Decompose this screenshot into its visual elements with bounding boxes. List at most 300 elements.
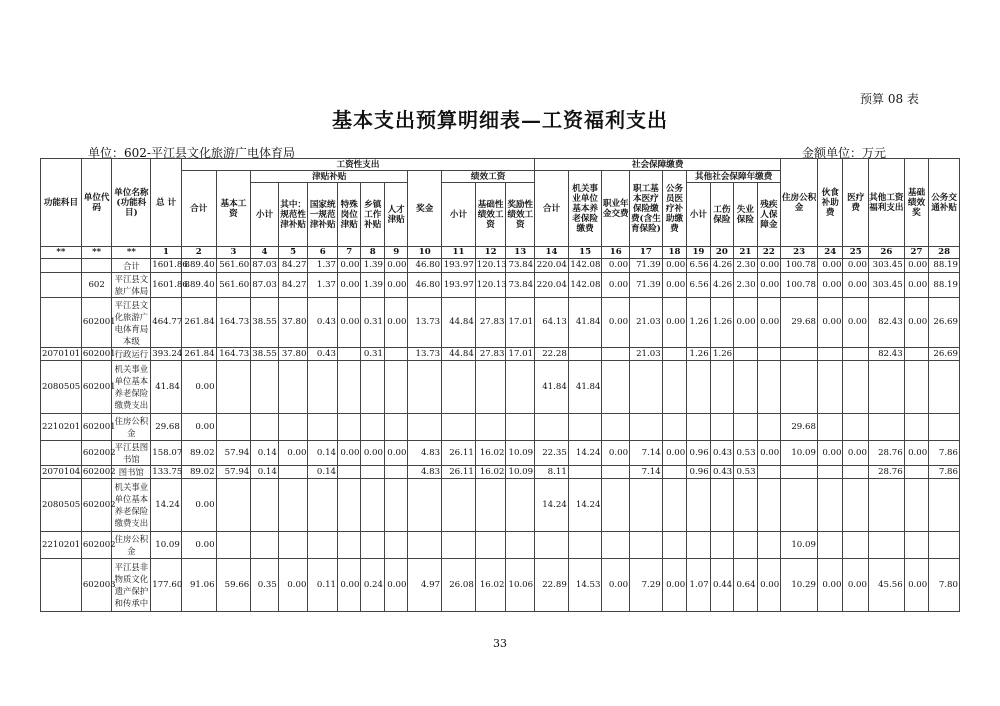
cell-value: [568, 348, 602, 361]
column-number: 8: [361, 247, 384, 259]
cell-value: [817, 532, 843, 559]
cell-value: 41.84: [151, 361, 182, 414]
cell-value: [251, 361, 279, 414]
cell-unit-code: 602002: [82, 466, 116, 477]
cell-value: 82.43: [868, 348, 904, 361]
cell-value: [662, 532, 687, 559]
cell-unit-code: 602001: [82, 348, 116, 359]
cell-value: [216, 532, 251, 559]
cell-value: 38.55: [251, 298, 279, 348]
cell-value: 0.00: [181, 532, 216, 559]
column-number: 9: [384, 247, 407, 259]
col-other-welfare: 其他工资福利支出: [868, 159, 904, 247]
cell-value: [781, 361, 818, 414]
cell-value: [843, 466, 869, 479]
cell-value: [904, 361, 929, 414]
cell-value: 0.43: [308, 348, 338, 361]
cell-unit-name: 平江县非物质文化遗产保护和传承中: [112, 559, 151, 612]
cell-value: 10.09: [781, 532, 818, 559]
cell-value: [442, 479, 476, 532]
cell-value: 88.19: [929, 259, 960, 273]
cell-value: 4.97: [408, 559, 442, 612]
col-group-social: 社会保障缴费: [535, 159, 781, 171]
column-number-row: [41, 247, 960, 259]
cell-value: [442, 361, 476, 414]
col-allow-norm: 其中：规范性津补贴: [278, 183, 308, 247]
cell-value: [602, 414, 630, 441]
cell-value: 303.45: [868, 273, 904, 298]
col-meal-subsidy: 伙食补助费: [817, 159, 843, 247]
cell-func-code: [41, 441, 82, 466]
cell-value: 0.14: [308, 441, 338, 466]
col-func-code: 功能科目: [41, 159, 82, 247]
cell-value: [817, 479, 843, 532]
cell-unit-name: 合计: [112, 259, 151, 273]
cell-value: 37.80: [278, 298, 308, 348]
cell-value: 889.40: [181, 259, 216, 273]
cell-value: [757, 348, 781, 361]
col-allow-special: 特殊岗位津贴: [338, 183, 361, 247]
cell-value: [734, 361, 757, 414]
cell-value: 14.24: [568, 479, 602, 532]
cell-value: 0.14: [308, 466, 338, 479]
cell-value: 561.60: [216, 259, 251, 273]
cell-value: [757, 466, 781, 479]
cell-unit-name: 住房公积金: [112, 532, 151, 559]
page-number: 33: [493, 637, 507, 650]
cell-value: 41.84: [568, 361, 602, 414]
cell-value: 7.14: [630, 441, 663, 466]
cell-value: 193.97: [442, 273, 476, 298]
col-housing-fund: 住房公积金: [781, 159, 818, 247]
cell-value: [475, 532, 506, 559]
cell-value: 0.14: [251, 441, 279, 466]
cell-value: 0.00: [843, 273, 869, 298]
table-row: [41, 441, 960, 466]
cell-value: 26.11: [442, 466, 476, 479]
column-number: 10: [408, 247, 442, 259]
cell-value: 29.68: [781, 298, 818, 348]
cell-unit-code: 602001: [81, 414, 112, 441]
cell-unit-code: 602003: [81, 559, 112, 612]
cell-value: [408, 414, 442, 441]
cell-value: 27.83: [475, 348, 506, 361]
column-number: 7: [338, 247, 361, 259]
cell-value: 0.00: [757, 273, 781, 298]
col-total: 总 计: [151, 159, 182, 247]
cell-unit-code: 602002: [81, 441, 112, 466]
col-medical-fee: 医疗费: [843, 159, 869, 247]
column-number: 25: [843, 247, 869, 259]
cell-value: 0.00: [602, 298, 630, 348]
cell-value: 0.64: [734, 559, 757, 612]
column-number: 15: [568, 247, 602, 259]
cell-value: 164.73: [216, 348, 251, 361]
cell-value: 0.43: [710, 466, 733, 479]
cell-value: 71.39: [630, 273, 663, 298]
cell-unit-name: 住房公积金: [112, 414, 151, 441]
cell-value: [408, 361, 442, 414]
cell-unit-name: 机关事业单位基本养老保险缴费支出: [112, 479, 151, 532]
cell-value: 0.00: [662, 273, 687, 298]
cell-value: 0.00: [338, 441, 361, 466]
cell-value: [384, 348, 407, 361]
cell-value: [361, 479, 384, 532]
cell-value: [506, 361, 535, 414]
cell-unit-name: 行政运行: [112, 348, 151, 361]
column-number: 13: [506, 247, 535, 259]
cell-value: 0.00: [817, 559, 843, 612]
col-allow-township: 乡镇工作补贴: [361, 183, 384, 247]
table-row: [41, 273, 960, 298]
cell-value: [630, 479, 663, 532]
col-group-allowance: 津贴补贴: [251, 171, 408, 183]
cell-value: [568, 466, 602, 479]
cell-value: [602, 361, 630, 414]
cell-value: [338, 361, 361, 414]
cell-value: [506, 532, 535, 559]
cell-value: [662, 466, 687, 479]
cell-value: [251, 479, 279, 532]
cell-value: 84.27: [278, 273, 308, 298]
cell-value: 142.08: [568, 273, 602, 298]
cell-value: [361, 466, 384, 479]
col-transport-subsidy: 公务交通补贴: [929, 159, 960, 247]
cell-value: [817, 361, 843, 414]
cell-value: [868, 361, 904, 414]
column-number: 27: [904, 247, 929, 259]
cell-value: 0.00: [817, 441, 843, 466]
column-number: 14: [535, 247, 569, 259]
col-unit-code: 单位代码: [81, 159, 112, 247]
col-wage-subtotal: 合计: [181, 171, 216, 247]
cell-value: 22.35: [535, 441, 569, 466]
cell-value: 0.00: [361, 441, 384, 466]
cell-value: [338, 466, 361, 479]
cell-value: [384, 414, 407, 441]
cell-unit-code: 602002: [81, 479, 112, 532]
cell-value: 0.00: [662, 259, 687, 273]
cell-value: 14.24: [535, 479, 569, 532]
column-number: **: [81, 247, 112, 259]
cell-value: 1.39: [361, 259, 384, 273]
cell-value: 0.00: [904, 441, 929, 466]
cell-value: 16.02: [475, 559, 506, 612]
cell-value: 21.03: [630, 298, 663, 348]
cell-value: 0.00: [662, 441, 687, 466]
column-number: 28: [929, 247, 960, 259]
cell-value: [734, 479, 757, 532]
page-title: 基本支出预算明细表—工资福利支出: [332, 108, 668, 132]
table-row: [41, 259, 960, 273]
column-number: 19: [687, 247, 710, 259]
cell-value: 193.97: [442, 259, 476, 273]
col-allow-talent: 人才津贴: [384, 183, 407, 247]
cell-func-code: 2210201: [41, 532, 82, 559]
cell-value: [602, 479, 630, 532]
cell-value: 0.44: [710, 559, 733, 612]
cell-value: 0.00: [843, 441, 869, 466]
cell-value: 7.29: [630, 559, 663, 612]
col-allow-subtotal: 小计: [251, 183, 279, 247]
cell-value: [868, 479, 904, 532]
cell-value: 0.00: [278, 441, 308, 466]
cell-value: [929, 414, 960, 441]
cell-value: 21.03: [630, 348, 663, 361]
cell-value: 1.26: [710, 298, 733, 348]
cell-value: [384, 479, 407, 532]
cell-value: [630, 532, 663, 559]
cell-value: 16.02: [475, 466, 506, 479]
cell-value: 0.00: [338, 273, 361, 298]
cell-value: 14.24: [568, 441, 602, 466]
col-soc-annuity: 职业年金交费: [602, 171, 630, 247]
cell-value: [929, 532, 960, 559]
cell-value: 16.02: [475, 441, 506, 466]
cell-func-code: [41, 273, 82, 298]
cell-value: 26.11: [442, 441, 476, 466]
cell-value: 0.00: [384, 273, 407, 298]
cell-value: [602, 466, 630, 479]
cell-unit-code: 602001: [81, 361, 112, 414]
cell-value: [904, 348, 929, 361]
col-perf-reward: 奖励性绩效工资: [506, 183, 535, 247]
cell-value: 4.26: [710, 259, 733, 273]
column-number: **: [41, 247, 82, 259]
cell-value: 57.94: [216, 441, 251, 466]
cell-value: 1.39: [361, 273, 384, 298]
budget-table: [40, 158, 960, 612]
cell-value: 0.00: [602, 441, 630, 466]
col-oth-subtotal: 小计: [687, 183, 710, 247]
cell-value: 164.73: [216, 298, 251, 348]
cell-value: [216, 479, 251, 532]
cell-value: 46.80: [408, 259, 442, 273]
cell-value: 13.73: [408, 348, 442, 361]
cell-value: 45.56: [868, 559, 904, 612]
cell-func-code: [41, 298, 82, 348]
cell-value: [757, 361, 781, 414]
cell-value: 14.53: [568, 559, 602, 612]
col-soc-subtotal: 合计: [535, 171, 569, 247]
cell-value: [817, 414, 843, 441]
cell-value: 0.00: [904, 298, 929, 348]
cell-value: 26.08: [442, 559, 476, 612]
column-number: 23: [781, 247, 818, 259]
cell-value: [710, 532, 733, 559]
cell-value: 464.77: [151, 298, 182, 348]
table-row: [41, 479, 960, 532]
cell-value: 261.84: [181, 298, 216, 348]
cell-value: [904, 466, 929, 479]
cell-value: [817, 348, 843, 361]
cell-value: 0.00: [757, 441, 781, 466]
cell-value: 0.53: [734, 441, 757, 466]
column-number: 26: [868, 247, 904, 259]
cell-unit-code: [81, 259, 112, 273]
cell-value: 0.53: [734, 466, 757, 479]
cell-value: 6.56: [687, 273, 710, 298]
cell-value: 0.43: [710, 441, 733, 466]
cell-value: 0.00: [662, 559, 687, 612]
col-group-performance: 绩效工资: [442, 171, 535, 183]
cell-value: 0.00: [384, 559, 407, 612]
cell-value: 0.00: [181, 361, 216, 414]
cell-value: 17.01: [506, 348, 535, 361]
cell-value: [568, 414, 602, 441]
cell-value: [506, 414, 535, 441]
cell-value: [662, 414, 687, 441]
cell-value: [710, 479, 733, 532]
cell-value: 10.09: [506, 466, 535, 479]
column-number: 11: [442, 247, 476, 259]
cell-value: 0.31: [361, 298, 384, 348]
cell-value: [662, 361, 687, 414]
cell-value: [338, 414, 361, 441]
cell-value: 133.75: [152, 466, 183, 477]
cell-value: 1.26: [687, 298, 710, 348]
cell-value: 0.35: [251, 559, 279, 612]
cell-value: 87.03: [251, 273, 279, 298]
cell-value: [384, 532, 407, 559]
table-row: [41, 414, 960, 441]
cell-value: [278, 414, 308, 441]
col-basic-wage: 基本工资: [216, 171, 251, 247]
cell-value: 4.83: [408, 441, 442, 466]
table-row: [41, 466, 960, 479]
cell-value: 26.69: [929, 298, 960, 348]
cell-value: [734, 414, 757, 441]
cell-value: 44.84: [442, 298, 476, 348]
cell-value: 1.26: [687, 348, 710, 361]
column-number: 20: [710, 247, 733, 259]
cell-value: 14.24: [151, 479, 182, 532]
cell-value: 2.30: [734, 259, 757, 273]
cell-value: 303.45: [868, 259, 904, 273]
cell-value: 27.83: [475, 298, 506, 348]
cell-value: [475, 361, 506, 414]
cell-value: 46.80: [408, 273, 442, 298]
cell-func-code: 2210201: [41, 414, 82, 441]
cell-func-code: 2070104: [42, 466, 81, 477]
cell-value: 10.09: [506, 441, 535, 466]
cell-value: [535, 532, 569, 559]
col-bonus: 奖金: [408, 171, 442, 247]
cell-value: [687, 361, 710, 414]
column-number: 1: [151, 247, 182, 259]
col-perf-basic: 基础性绩效工资: [475, 183, 506, 247]
cell-value: 0.00: [843, 298, 869, 348]
col-unit-name: 单位名称(功能科目): [112, 159, 151, 247]
cell-value: 177.60: [151, 559, 182, 612]
cell-unit-code: 602: [81, 273, 112, 298]
cell-value: [216, 361, 251, 414]
cell-value: 0.00: [817, 259, 843, 273]
cell-func-code: [41, 259, 82, 273]
cell-value: 561.60: [216, 273, 251, 298]
col-perf-subtotal: 小计: [442, 183, 476, 247]
col-soc-pension: 机关事业单位基本养老保险缴费: [568, 171, 602, 247]
cell-value: 57.94: [216, 466, 251, 479]
col-soc-civil-medical: 公务员医疗补助缴费: [662, 171, 687, 247]
cell-value: 0.00: [602, 259, 630, 273]
cell-value: 29.68: [781, 414, 818, 441]
cell-value: 10.06: [506, 559, 535, 612]
column-number: 17: [630, 247, 663, 259]
cell-value: 889.40: [181, 273, 216, 298]
column-number: 24: [817, 247, 843, 259]
cell-value: 1.37: [308, 273, 338, 298]
cell-value: [757, 414, 781, 441]
cell-value: 2.30: [734, 273, 757, 298]
cell-func-code: 2070101: [42, 348, 81, 359]
cell-value: [568, 532, 602, 559]
table-row: [41, 559, 960, 612]
cell-value: 89.02: [181, 466, 216, 479]
cell-unit-name: 平江县图书馆: [112, 441, 151, 466]
cell-value: 7.80: [929, 559, 960, 612]
cell-value: 0.00: [734, 298, 757, 348]
table-row: [41, 532, 960, 559]
cell-value: 41.84: [535, 361, 569, 414]
cell-value: [361, 532, 384, 559]
table-row: [41, 348, 960, 361]
cell-value: [734, 348, 757, 361]
col-group-wage: 工资性支出: [181, 159, 534, 171]
cell-value: 0.00: [181, 414, 216, 441]
cell-value: 0.00: [904, 259, 929, 273]
cell-value: 0.96: [687, 466, 710, 479]
column-number: 22: [757, 247, 781, 259]
cell-value: [308, 479, 338, 532]
cell-value: 71.39: [630, 259, 663, 273]
cell-value: [408, 479, 442, 532]
cell-value: [308, 361, 338, 414]
cell-value: 91.06: [181, 559, 216, 612]
column-number: 12: [475, 247, 506, 259]
cell-func-code: 2080505: [41, 361, 82, 414]
money-unit-label: 金额单位：万元: [802, 146, 887, 160]
cell-value: [904, 414, 929, 441]
cell-value: 0.43: [308, 298, 338, 348]
cell-value: 89.02: [181, 441, 216, 466]
cell-func-code: [41, 559, 82, 612]
col-basic-perf-award: 基础绩效奖: [904, 159, 929, 247]
cell-value: [278, 532, 308, 559]
cell-value: [843, 532, 869, 559]
cell-value: [687, 532, 710, 559]
cell-value: 0.00: [843, 259, 869, 273]
cell-value: [475, 414, 506, 441]
column-number: 21: [734, 247, 757, 259]
cell-value: 1601.86: [151, 259, 182, 273]
cell-value: 0.14: [251, 466, 279, 479]
cell-value: 87.03: [251, 259, 279, 273]
col-oth-injury: 工伤保险: [710, 183, 733, 247]
col-group-other-social: 其他社会保障年缴费: [687, 171, 781, 183]
col-oth-disability: 残疾人保障金: [757, 183, 781, 247]
cell-value: 0.96: [687, 441, 710, 466]
cell-value: [535, 414, 569, 441]
cell-value: 0.00: [843, 559, 869, 612]
cell-value: 84.27: [278, 259, 308, 273]
cell-value: 1.26: [710, 348, 733, 361]
cell-value: 1.37: [308, 259, 338, 273]
cell-value: 0.00: [181, 479, 216, 532]
cell-unit-code: 602002: [81, 532, 112, 559]
cell-value: 73.84: [506, 273, 535, 298]
cell-value: 6.56: [687, 259, 710, 273]
